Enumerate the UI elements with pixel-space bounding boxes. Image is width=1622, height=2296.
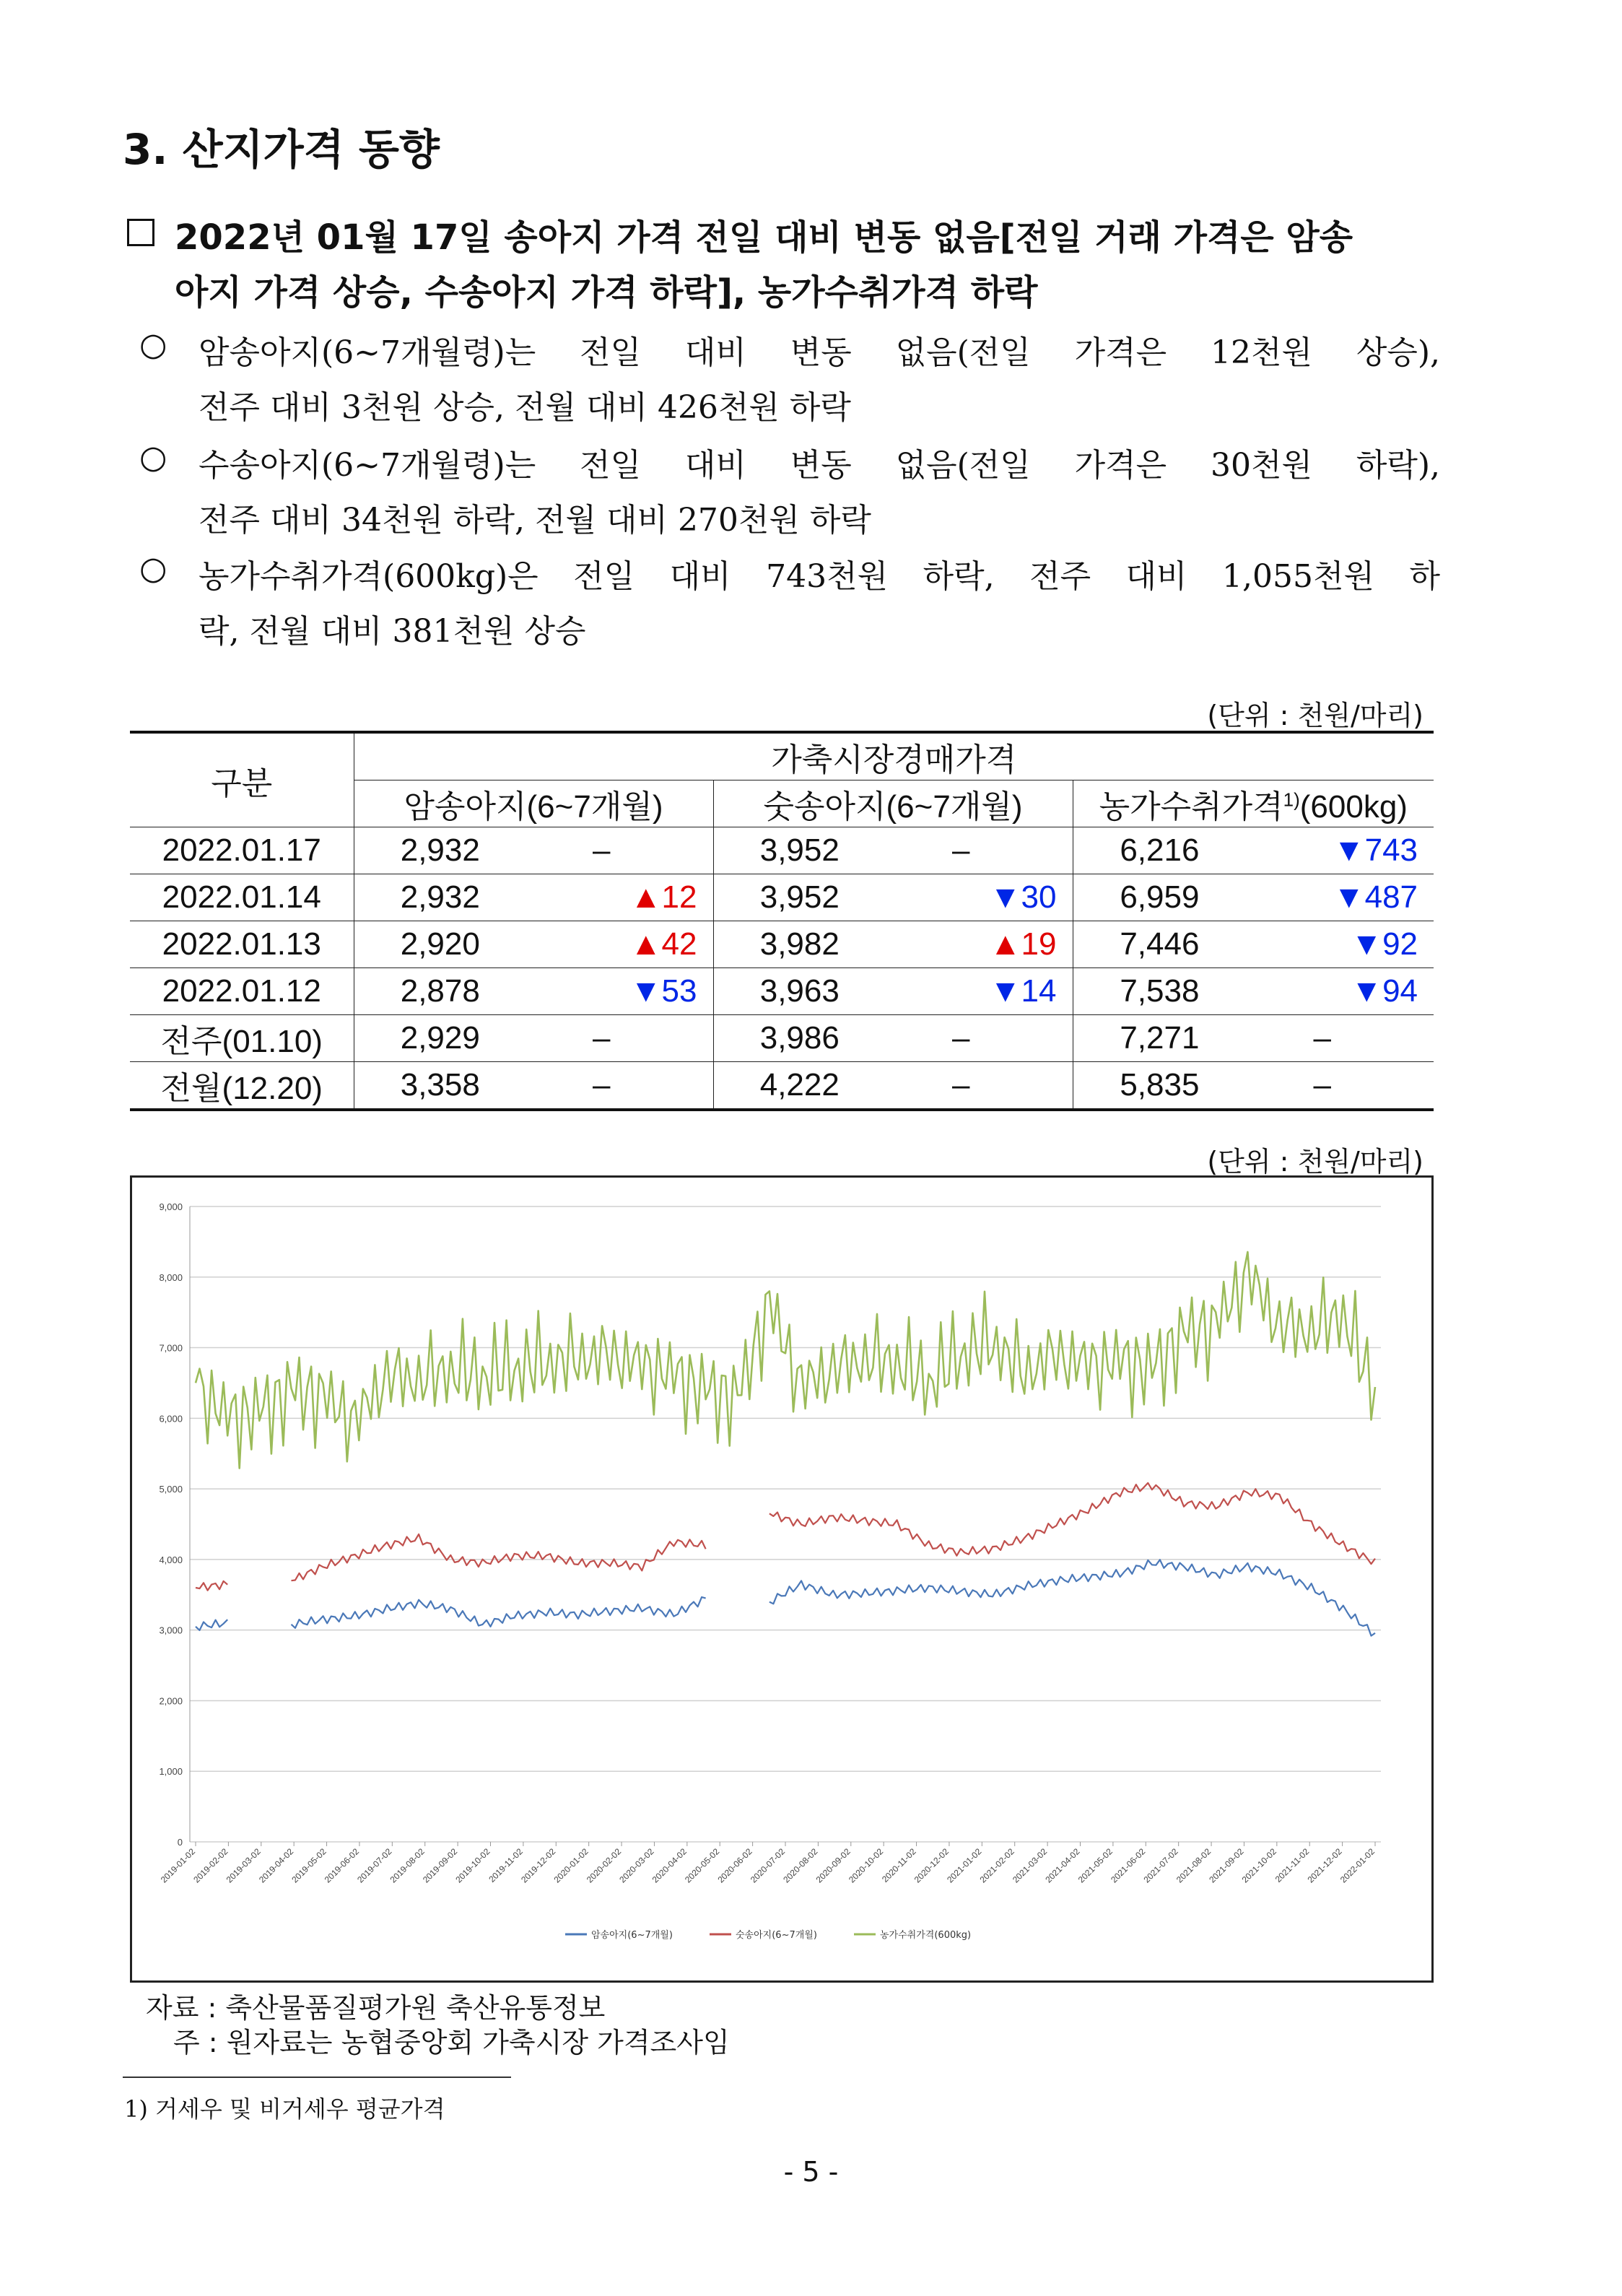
cell-change xyxy=(1246,973,1434,1009)
x-tick-label: 2021-01-02 xyxy=(945,1846,984,1885)
source-label: 자료 : 축산물품질평가원 축산유통정보 xyxy=(146,1992,606,2024)
change-value: ▲42 xyxy=(629,926,697,962)
x-tick-label: 2019-08-02 xyxy=(388,1846,427,1885)
x-tick-label: 2020-05-02 xyxy=(683,1846,722,1885)
table-cell xyxy=(354,874,713,921)
cell-change xyxy=(886,832,1072,869)
x-tick-label: 2020-12-02 xyxy=(912,1846,951,1885)
cell-change xyxy=(1246,1020,1434,1056)
x-tick-label: 2021-07-02 xyxy=(1141,1846,1180,1885)
table-cell xyxy=(713,921,1073,968)
chart-unit-label: (단위 : 천원/마리) xyxy=(1207,1146,1423,1178)
table-cell xyxy=(713,1062,1073,1110)
table-cell xyxy=(713,1015,1073,1062)
x-tick-label: 2021-04-02 xyxy=(1043,1846,1082,1885)
x-tick-label: 2019-06-02 xyxy=(322,1846,362,1885)
gridlines xyxy=(190,1206,1381,1842)
change-value: – xyxy=(1313,1067,1332,1103)
footnote-ref: 1) xyxy=(1283,788,1300,811)
summary-line-2: 아지 가격 상승, 수송아지 가격 하락], 농가수취가격 하락 xyxy=(175,272,1038,313)
cell-value: 3,952 xyxy=(759,832,840,868)
x-tick-label: 2020-02-02 xyxy=(584,1846,624,1885)
x-tick-label: 2021-08-02 xyxy=(1174,1846,1213,1885)
table-cell xyxy=(1073,968,1434,1015)
source-note: 주 : 원자료는 농협중앙회 가축시장 가격조사임 xyxy=(173,2027,730,2058)
series-line xyxy=(196,1619,227,1630)
row-label: 2022.01.12 xyxy=(130,968,354,1015)
footnote-rule xyxy=(123,2077,511,2078)
row-label: 2022.01.14 xyxy=(130,874,354,921)
cell-change xyxy=(526,879,712,916)
cell-change xyxy=(886,1067,1072,1103)
x-tick-label: 2021-12-02 xyxy=(1305,1846,1344,1885)
cell-value: 5,835 xyxy=(1120,1067,1200,1103)
x-tick-label: 2020-01-02 xyxy=(551,1846,590,1885)
change-value: – xyxy=(952,832,970,868)
x-tick-label: 2022-01-02 xyxy=(1338,1846,1377,1885)
x-tick-label: 2020-03-02 xyxy=(617,1846,656,1885)
table-cell xyxy=(713,874,1073,921)
cell-value: 6,216 xyxy=(1120,832,1200,868)
x-tick-label: 2020-07-02 xyxy=(748,1846,788,1885)
summary-line-1: 2022년 01월 17일 송아지 가격 전일 대비 변동 없음[전일 거래 가격은 암송 xyxy=(175,217,1353,258)
cell-change xyxy=(1246,832,1434,869)
table-cell xyxy=(1073,1062,1434,1110)
row-label: 전월(12.20) xyxy=(130,1062,354,1110)
cell-change xyxy=(526,926,712,962)
cell-change xyxy=(526,832,712,869)
change-value: – xyxy=(1313,1020,1332,1056)
y-tick-label: 5,000 xyxy=(159,1484,183,1495)
change-value: – xyxy=(952,1020,970,1056)
series-line xyxy=(196,1252,1375,1469)
bullet-2-line-2: 전주 대비 34천원 하락, 전월 대비 270천원 하락 xyxy=(199,502,871,539)
x-tick-label: 2021-10-02 xyxy=(1239,1846,1278,1885)
bullet-3-line-1: 농가수취가격(600kg)은 전일 대비 743천원 하락, 전주 대비 1,055천원 하 xyxy=(199,558,1440,595)
row-label: 2022.01.13 xyxy=(130,921,354,968)
series-line xyxy=(769,1483,1375,1564)
col-header-male: 숫송아지(6~7개월) xyxy=(713,780,1073,827)
legend-label: 암송아지(6~7개월) xyxy=(591,1930,673,1941)
table-cell xyxy=(713,827,1073,874)
cell-value: 6,959 xyxy=(1120,879,1200,915)
col-header-farm-price-suffix: (600kg) xyxy=(1299,789,1408,825)
cell-change xyxy=(886,973,1072,1009)
cell-change xyxy=(526,973,712,1009)
x-tick-label: 2020-04-02 xyxy=(650,1846,689,1885)
cell-value: 7,271 xyxy=(1120,1020,1200,1056)
x-tick-label: 2019-01-02 xyxy=(158,1846,198,1885)
change-value: – xyxy=(952,1067,970,1103)
x-tick-label: 2020-10-02 xyxy=(846,1846,886,1885)
change-value: – xyxy=(593,832,611,868)
y-tick-label: 3,000 xyxy=(159,1625,183,1636)
change-value: ▲12 xyxy=(629,879,697,915)
cell-change xyxy=(886,879,1072,916)
col-header-farm-price-label: 농가수취가격 xyxy=(1099,789,1283,825)
change-value: ▼53 xyxy=(629,973,697,1009)
x-tick-label: 2020-09-02 xyxy=(814,1846,853,1885)
x-tick-label: 2020-11-02 xyxy=(879,1846,918,1884)
series-line xyxy=(196,1581,227,1591)
bullet-1-line-1: 암송아지(6~7개월령)는 전일 대비 변동 없음(전일 가격은 12천원 상승), xyxy=(199,334,1440,371)
bullet-marker-1: ○ xyxy=(139,326,167,363)
x-tick-labels xyxy=(159,1842,1377,1885)
legend-label: 농가수취가격(600kg) xyxy=(880,1930,972,1941)
x-tick-label: 2021-09-02 xyxy=(1207,1846,1246,1885)
y-tick-labels xyxy=(159,1201,183,1848)
cell-change xyxy=(1246,879,1434,916)
y-tick-label: 7,000 xyxy=(159,1342,183,1354)
cell-change xyxy=(886,926,1072,962)
table-cell xyxy=(1073,921,1434,968)
col-header-female: 암송아지(6~7개월) xyxy=(354,780,713,827)
bullet-3-line-2: 락, 전월 대비 381천원 상승 xyxy=(199,613,586,650)
summary-checkbox-marker xyxy=(127,219,154,246)
y-tick-label: 8,000 xyxy=(159,1271,183,1283)
change-value: ▼487 xyxy=(1333,879,1418,915)
y-tick-label: 6,000 xyxy=(159,1413,183,1425)
cell-value: 3,982 xyxy=(759,926,840,962)
chart-svg xyxy=(132,1178,1431,1980)
table-cell xyxy=(354,1062,713,1110)
bullet-marker-2: ○ xyxy=(139,439,167,476)
x-tick-label: 2019-05-02 xyxy=(289,1846,328,1885)
bullet-marker-3: ○ xyxy=(139,550,167,587)
y-tick-label: 1,000 xyxy=(159,1766,183,1778)
table-cell xyxy=(354,968,713,1015)
x-tick-label: 2021-05-02 xyxy=(1076,1846,1115,1885)
price-table xyxy=(130,731,1434,1111)
x-tick-label: 2019-11-02 xyxy=(487,1846,526,1884)
series-line xyxy=(292,1597,706,1628)
y-tick-label: 4,000 xyxy=(159,1554,183,1565)
footnote: 1) 거세우 및 비거세우 평균가격 xyxy=(124,2095,445,2123)
x-tick-label: 2021-03-02 xyxy=(1010,1846,1050,1885)
change-value: ▼92 xyxy=(1351,926,1418,962)
cell-value: 2,929 xyxy=(400,1020,480,1056)
cell-value: 3,952 xyxy=(759,879,840,915)
cell-value: 7,446 xyxy=(1120,926,1200,962)
cell-value: 2,932 xyxy=(400,832,480,868)
table-cell xyxy=(354,1015,713,1062)
col-header-farm-price xyxy=(1073,780,1434,827)
change-value: ▼94 xyxy=(1351,973,1418,1009)
change-value: ▼743 xyxy=(1333,832,1418,868)
change-value: ▲19 xyxy=(989,926,1057,962)
series-lines xyxy=(196,1252,1375,1636)
cell-change xyxy=(1246,1067,1434,1103)
x-tick-label: 2021-06-02 xyxy=(1109,1846,1148,1885)
cell-change xyxy=(526,1067,712,1103)
x-tick-label: 2019-04-02 xyxy=(256,1846,296,1885)
y-tick-label: 9,000 xyxy=(159,1201,183,1212)
x-tick-label: 2020-06-02 xyxy=(715,1846,754,1885)
row-label: 전주(01.10) xyxy=(130,1015,354,1062)
x-tick-label: 2019-10-02 xyxy=(453,1846,492,1885)
x-tick-label: 2019-03-02 xyxy=(224,1846,263,1885)
row-label: 2022.01.17 xyxy=(130,827,354,874)
change-value: ▼14 xyxy=(989,973,1057,1009)
page-number: - 5 - xyxy=(783,2156,839,2188)
table-cell xyxy=(713,968,1073,1015)
cell-value: 3,986 xyxy=(759,1020,840,1056)
y-tick-label: 0 xyxy=(177,1837,183,1848)
table-cell xyxy=(1073,1015,1434,1062)
x-tick-label: 2020-08-02 xyxy=(781,1846,820,1885)
cell-value: 7,538 xyxy=(1120,973,1200,1009)
table-unit-label: (단위 : 천원/마리) xyxy=(1207,700,1423,731)
section-title: 3. 산지가격 동향 xyxy=(123,125,440,174)
legend-label: 숫송아지(6~7개월) xyxy=(736,1930,817,1941)
x-tick-label: 2019-12-02 xyxy=(519,1846,558,1885)
x-tick-label: 2021-02-02 xyxy=(977,1846,1016,1885)
y-tick-label: 2,000 xyxy=(159,1695,183,1707)
x-tick-label: 2019-07-02 xyxy=(355,1846,394,1885)
cell-value: 4,222 xyxy=(759,1067,840,1103)
change-value: ▼30 xyxy=(989,879,1057,915)
cell-change xyxy=(886,1020,1072,1056)
cell-value: 3,358 xyxy=(400,1067,480,1103)
bullet-1-line-2: 전주 대비 3천원 상승, 전월 대비 426천원 하락 xyxy=(199,389,851,426)
bullet-2-line-1: 수송아지(6~7개월령)는 전일 대비 변동 없음(전일 가격은 30천원 하락), xyxy=(199,447,1440,484)
corner-header: 구분 xyxy=(130,732,354,827)
table-cell xyxy=(1073,874,1434,921)
change-value: – xyxy=(593,1020,611,1056)
cell-change xyxy=(1246,926,1434,962)
change-value: – xyxy=(593,1067,611,1103)
cell-value: 2,920 xyxy=(400,926,480,962)
group-header: 가축시장경매가격 xyxy=(354,732,1434,780)
x-tick-label: 2019-09-02 xyxy=(420,1846,460,1885)
table-cell xyxy=(354,827,713,874)
series-line xyxy=(769,1560,1375,1635)
x-tick-label: 2019-02-02 xyxy=(191,1846,230,1885)
table-cell xyxy=(354,921,713,968)
cell-change xyxy=(526,1020,712,1056)
table-cell xyxy=(1073,827,1434,874)
cell-value: 2,932 xyxy=(400,879,480,915)
x-tick-label: 2021-11-02 xyxy=(1273,1846,1312,1884)
legend xyxy=(565,1929,971,1941)
cell-value: 2,878 xyxy=(400,973,480,1009)
cell-value: 3,963 xyxy=(759,973,840,1009)
series-line xyxy=(292,1534,706,1580)
price-trend-chart xyxy=(130,1175,1434,1983)
